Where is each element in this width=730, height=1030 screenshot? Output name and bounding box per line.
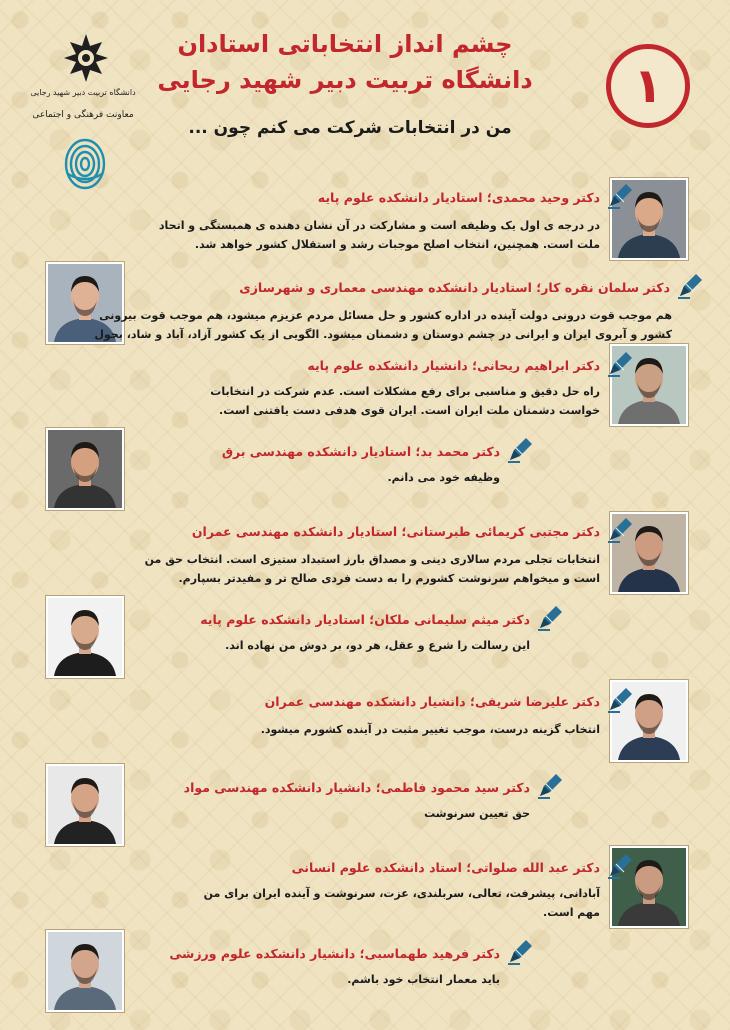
statement-line: انتخاب گزینه درست، موجب تغییر مثبت در آینده کشورم میشود. xyxy=(260,723,600,736)
statement-line: وظیفه خود می دانم. xyxy=(387,471,500,484)
professor-entry xyxy=(0,512,730,596)
professor-statement xyxy=(100,720,600,739)
pen-icon xyxy=(606,686,634,714)
statement-line: خواست دشمنان ملت ایران است. ایران قوی هدفی دست یافتنی است. xyxy=(219,404,600,417)
statement-line: حق تعیین سرنوشت xyxy=(424,807,530,820)
professor-name: دکتر میثم سلیمانی ملکان؛ استادیار دانشکده علوم پایه xyxy=(200,612,530,627)
professor-name: دکتر مجتبی کریمائی طبرستانی؛ استادیار دانشکده مهندسی عمران xyxy=(191,524,600,539)
professor-name: دکتر فرهید طهماسبی؛ دانشیار دانشکده علوم ورزشی xyxy=(169,946,500,961)
professor-statement xyxy=(100,216,600,254)
pen-icon xyxy=(606,182,634,210)
professor-name: دکتر محمد بد؛ استادیار دانشکده مهندسی برق xyxy=(221,444,500,459)
professor-statement xyxy=(100,382,600,420)
professor-statement xyxy=(120,468,500,487)
statement-line: ملت است. همچنین، انتخاب اصلح موجبات رشد و استقلال کشور خواهد شد. xyxy=(194,238,600,251)
pen-icon xyxy=(536,604,564,632)
professor-name: دکتر سید محمود فاطمی؛ دانشیار دانشکده مهندسی مواد xyxy=(183,780,530,795)
professor-name: دکتر وحید محمدی؛ استادیار دانشکده علوم پایه xyxy=(317,190,600,205)
professor-entry xyxy=(0,930,730,1014)
professor-statement xyxy=(120,970,500,989)
professor-entry xyxy=(0,846,730,930)
professor-entry xyxy=(0,596,730,680)
pen-icon xyxy=(606,350,634,378)
badge-number: ۱ xyxy=(633,58,663,114)
statement-line: آبادانی، پیشرفت، تعالی، سربلندی، عزت، سرنوشت و آینده ایران برای من xyxy=(203,887,600,900)
professor-photo xyxy=(46,930,124,1012)
statement-line: هم موجب قوت درونی دولت آینده در اداره کشور و حل مسائل مردم عزیزم میشود، هم موجب قوت بیرونی xyxy=(99,309,672,322)
poster-subtitle: من در انتخابات شرکت می کنم چون ... xyxy=(188,118,512,138)
number-badge xyxy=(606,44,690,128)
pen-icon xyxy=(536,772,564,800)
poster-header xyxy=(0,0,730,170)
professor-statement xyxy=(140,884,600,922)
professor-entry xyxy=(0,262,730,346)
professor-name: دکتر سلمان نقره کار؛ استادیار دانشکده مهندسی معماری و شهرسازی xyxy=(239,280,670,295)
statement-line: است و میخواهم سرنوشت کشورم را به دست فردی صالح تر و مفیدتر بسپارم. xyxy=(178,572,600,585)
pen-icon xyxy=(676,272,704,300)
professor-entry xyxy=(0,764,730,848)
statement-line: باید معمار انتخاب خود باشم. xyxy=(347,973,500,986)
professor-entry xyxy=(0,428,730,512)
statement-line: در درجه ی اول یک وظیفه است و مشارکت در آن نشان دهنده ی همبستگی و اتحاد xyxy=(158,219,600,232)
deputy-caption: معاونت فرهنگی و اجتماعی xyxy=(32,110,134,120)
professor-photo xyxy=(46,596,124,678)
statement-line: راه حل دقیق و مناسبی برای رفع مشکلات است. عدم شرکت در انتخابات xyxy=(210,385,600,398)
statement-line: مهم است. xyxy=(543,906,600,919)
professor-entry xyxy=(0,680,730,764)
professor-entry xyxy=(0,344,730,428)
professor-statement xyxy=(130,636,530,655)
professor-photo xyxy=(46,428,124,510)
pen-icon xyxy=(606,516,634,544)
statement-line: انتخابات تجلی مردم سالاری دینی و مصداق بارز استبداد ستیزی است. انتخاب حق من xyxy=(144,553,600,566)
professor-name: دکتر علیرضا شریفی؛ دانشیار دانشکده مهندسی عمران xyxy=(264,694,600,709)
professor-photo xyxy=(46,764,124,846)
statement-line: این رسالت را شرع و عقل، هر دو، بر دوش من نهاده اند. xyxy=(225,639,530,652)
university-logo-caption: دانشگاه تربیت دبیر شهید رجایی xyxy=(30,88,136,97)
poster-title-line1: چشم انداز انتخاباتی استادان xyxy=(177,30,513,58)
professor-name: دکتر ابراهیم ریحانی؛ دانشیار دانشکده علوم پایه xyxy=(307,358,600,373)
poster-title-line2: دانشگاه تربیت دبیر شهید رجایی xyxy=(157,66,533,94)
pen-icon xyxy=(606,852,634,880)
pen-icon xyxy=(506,938,534,966)
statement-line: کشور و آبروی ایران و ایرانی در چشم دوستان و دشمنان میشود. الگویی از یک کشور آزاد، آباد و شاد، بحول xyxy=(94,328,672,341)
university-logo-icon xyxy=(60,32,112,84)
pen-icon xyxy=(506,436,534,464)
professor-entry xyxy=(0,178,730,262)
professor-statement xyxy=(130,804,530,823)
professor-name: دکتر عبد الله صلواتی؛ استاد دانشکده علوم انسانی xyxy=(291,860,600,875)
professor-statement xyxy=(100,550,600,588)
